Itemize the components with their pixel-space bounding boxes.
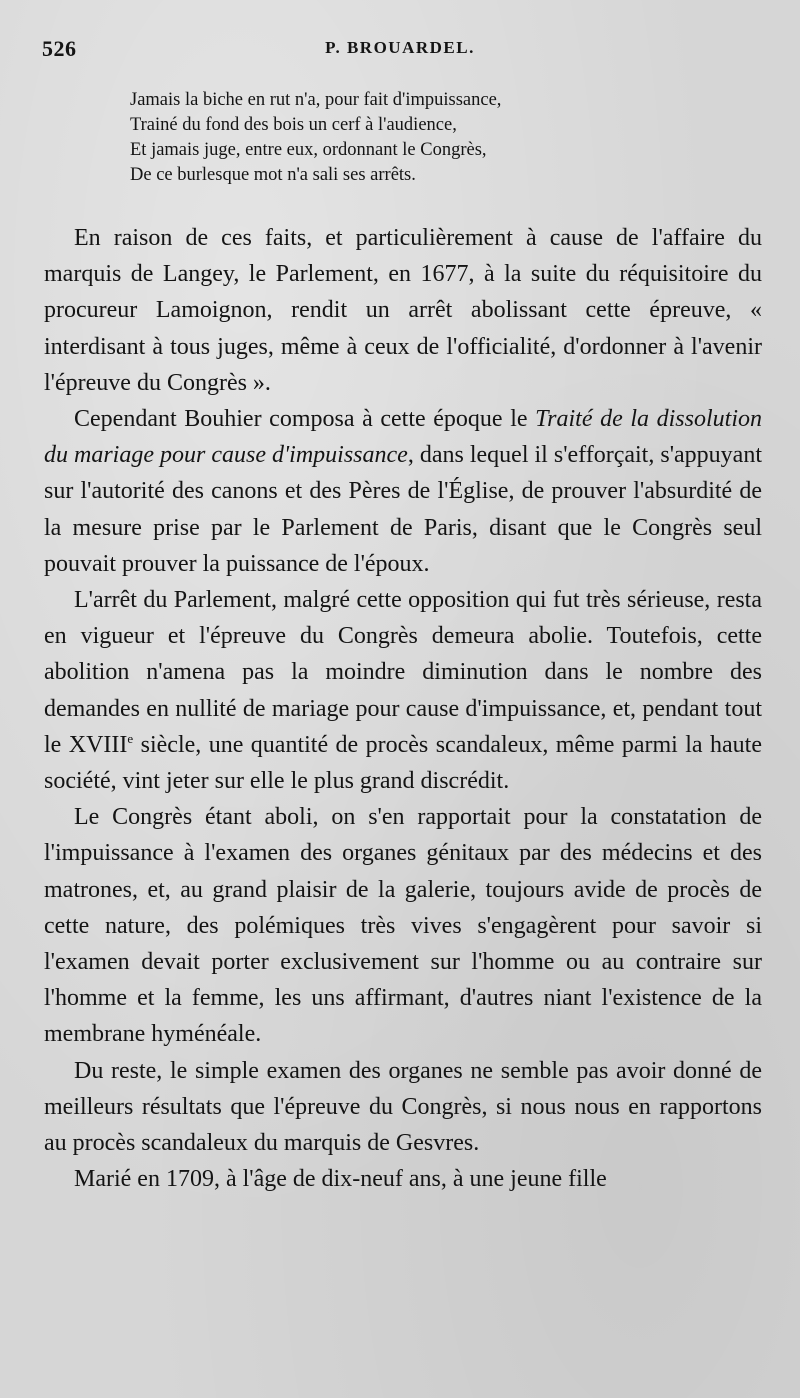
paragraph-text: Cependant Bouhier composa à cette époque le	[74, 406, 536, 433]
paragraph-text: , dans lequel il s'efforçait, s'appuyant sur l'autorité des canons et des Pères de l'Église, de prouver l'absurdité de la mesure prise par le Parlement de Paris, disant que le Congrès seul pouvait prouver la puissance de l'époux.	[44, 442, 763, 577]
verse-line: Trainé du fond des bois un cerf à l'audience,	[130, 115, 457, 135]
body-text	[44, 220, 762, 1197]
paragraph-marriage: Marié en 1709, à l'âge de dix-neuf ans, à une jeune fille	[74, 1166, 607, 1193]
century-numeral: XVIII	[68, 731, 128, 758]
verse-line: Jamais la biche en rut n'a, pour fait d'impuissance,	[130, 90, 502, 110]
verse-line: De ce burlesque mot n'a sali ses arrêts.	[130, 165, 416, 185]
paragraph-bouhier-treatise	[44, 401, 762, 582]
verse-line: Et jamais juge, entre eux, ordonnant le Congrès,	[130, 140, 487, 160]
page-number: 526	[42, 36, 77, 61]
paragraph-gesvres-case: Du reste, le simple examen des organes ne semble pas avoir donné de meilleurs résultats que l'épreuve du Congrès, si nous nous en rapportons au procès scandaleux du marquis de Gesvres.	[44, 1057, 762, 1157]
book-title: Traité de la dissolution du mariage pour cause d'impuissance	[44, 406, 762, 469]
paragraph-abolition	[44, 582, 762, 799]
running-head: P. BROUARDEL.	[325, 38, 475, 57]
paragraph-text: L'arrêt du Parlement, malgré cette opposition qui fut très sérieuse, resta en vigueur et l'épreuve du Congrès demeura abolie. Toutefois, cette abolition n'amena pas la moindre diminution dans le nombre des demandes en nullité de mariage pour cause d'impuissance, et, pendant tout le	[44, 587, 762, 758]
paragraph-examination: Le Congrès étant aboli, on s'en rapportait pour la constatation de l'impuissance à l'examen des organes génitaux par des médecins et des matrones, et, au grand plaisir de la galerie, toujours avide de procès de cette nature, des polémiques très vives s'engagèrent pour savoir si l'examen devait porter exclusivement sur l'homme ou au contraire sur l'homme et la femme, les uns affirmant, d'autres niant l'existence de la membrane hyménéale.	[44, 804, 762, 1048]
paragraph-parliament-decree: En raison de ces faits, et particulièrement à cause de l'affaire du marquis de Langey, le Parlement, en 1677, à la suite du réquisitoire du procureur Lamoignon, rendit un arrêt abolissant cette épreuve, « interdisant à tous juges, même à ceux de l'officialité, d'ordonner à l'avenir l'épreuve du Congrès ».	[44, 225, 762, 396]
century-superscript: e	[127, 730, 134, 746]
page-header	[42, 36, 758, 62]
paragraph-text: siècle, une quantité de procès scandaleux, même parmi la haute société, vint jeter sur elle le plus grand discrédit.	[44, 731, 762, 795]
verse-quotation	[130, 88, 670, 188]
